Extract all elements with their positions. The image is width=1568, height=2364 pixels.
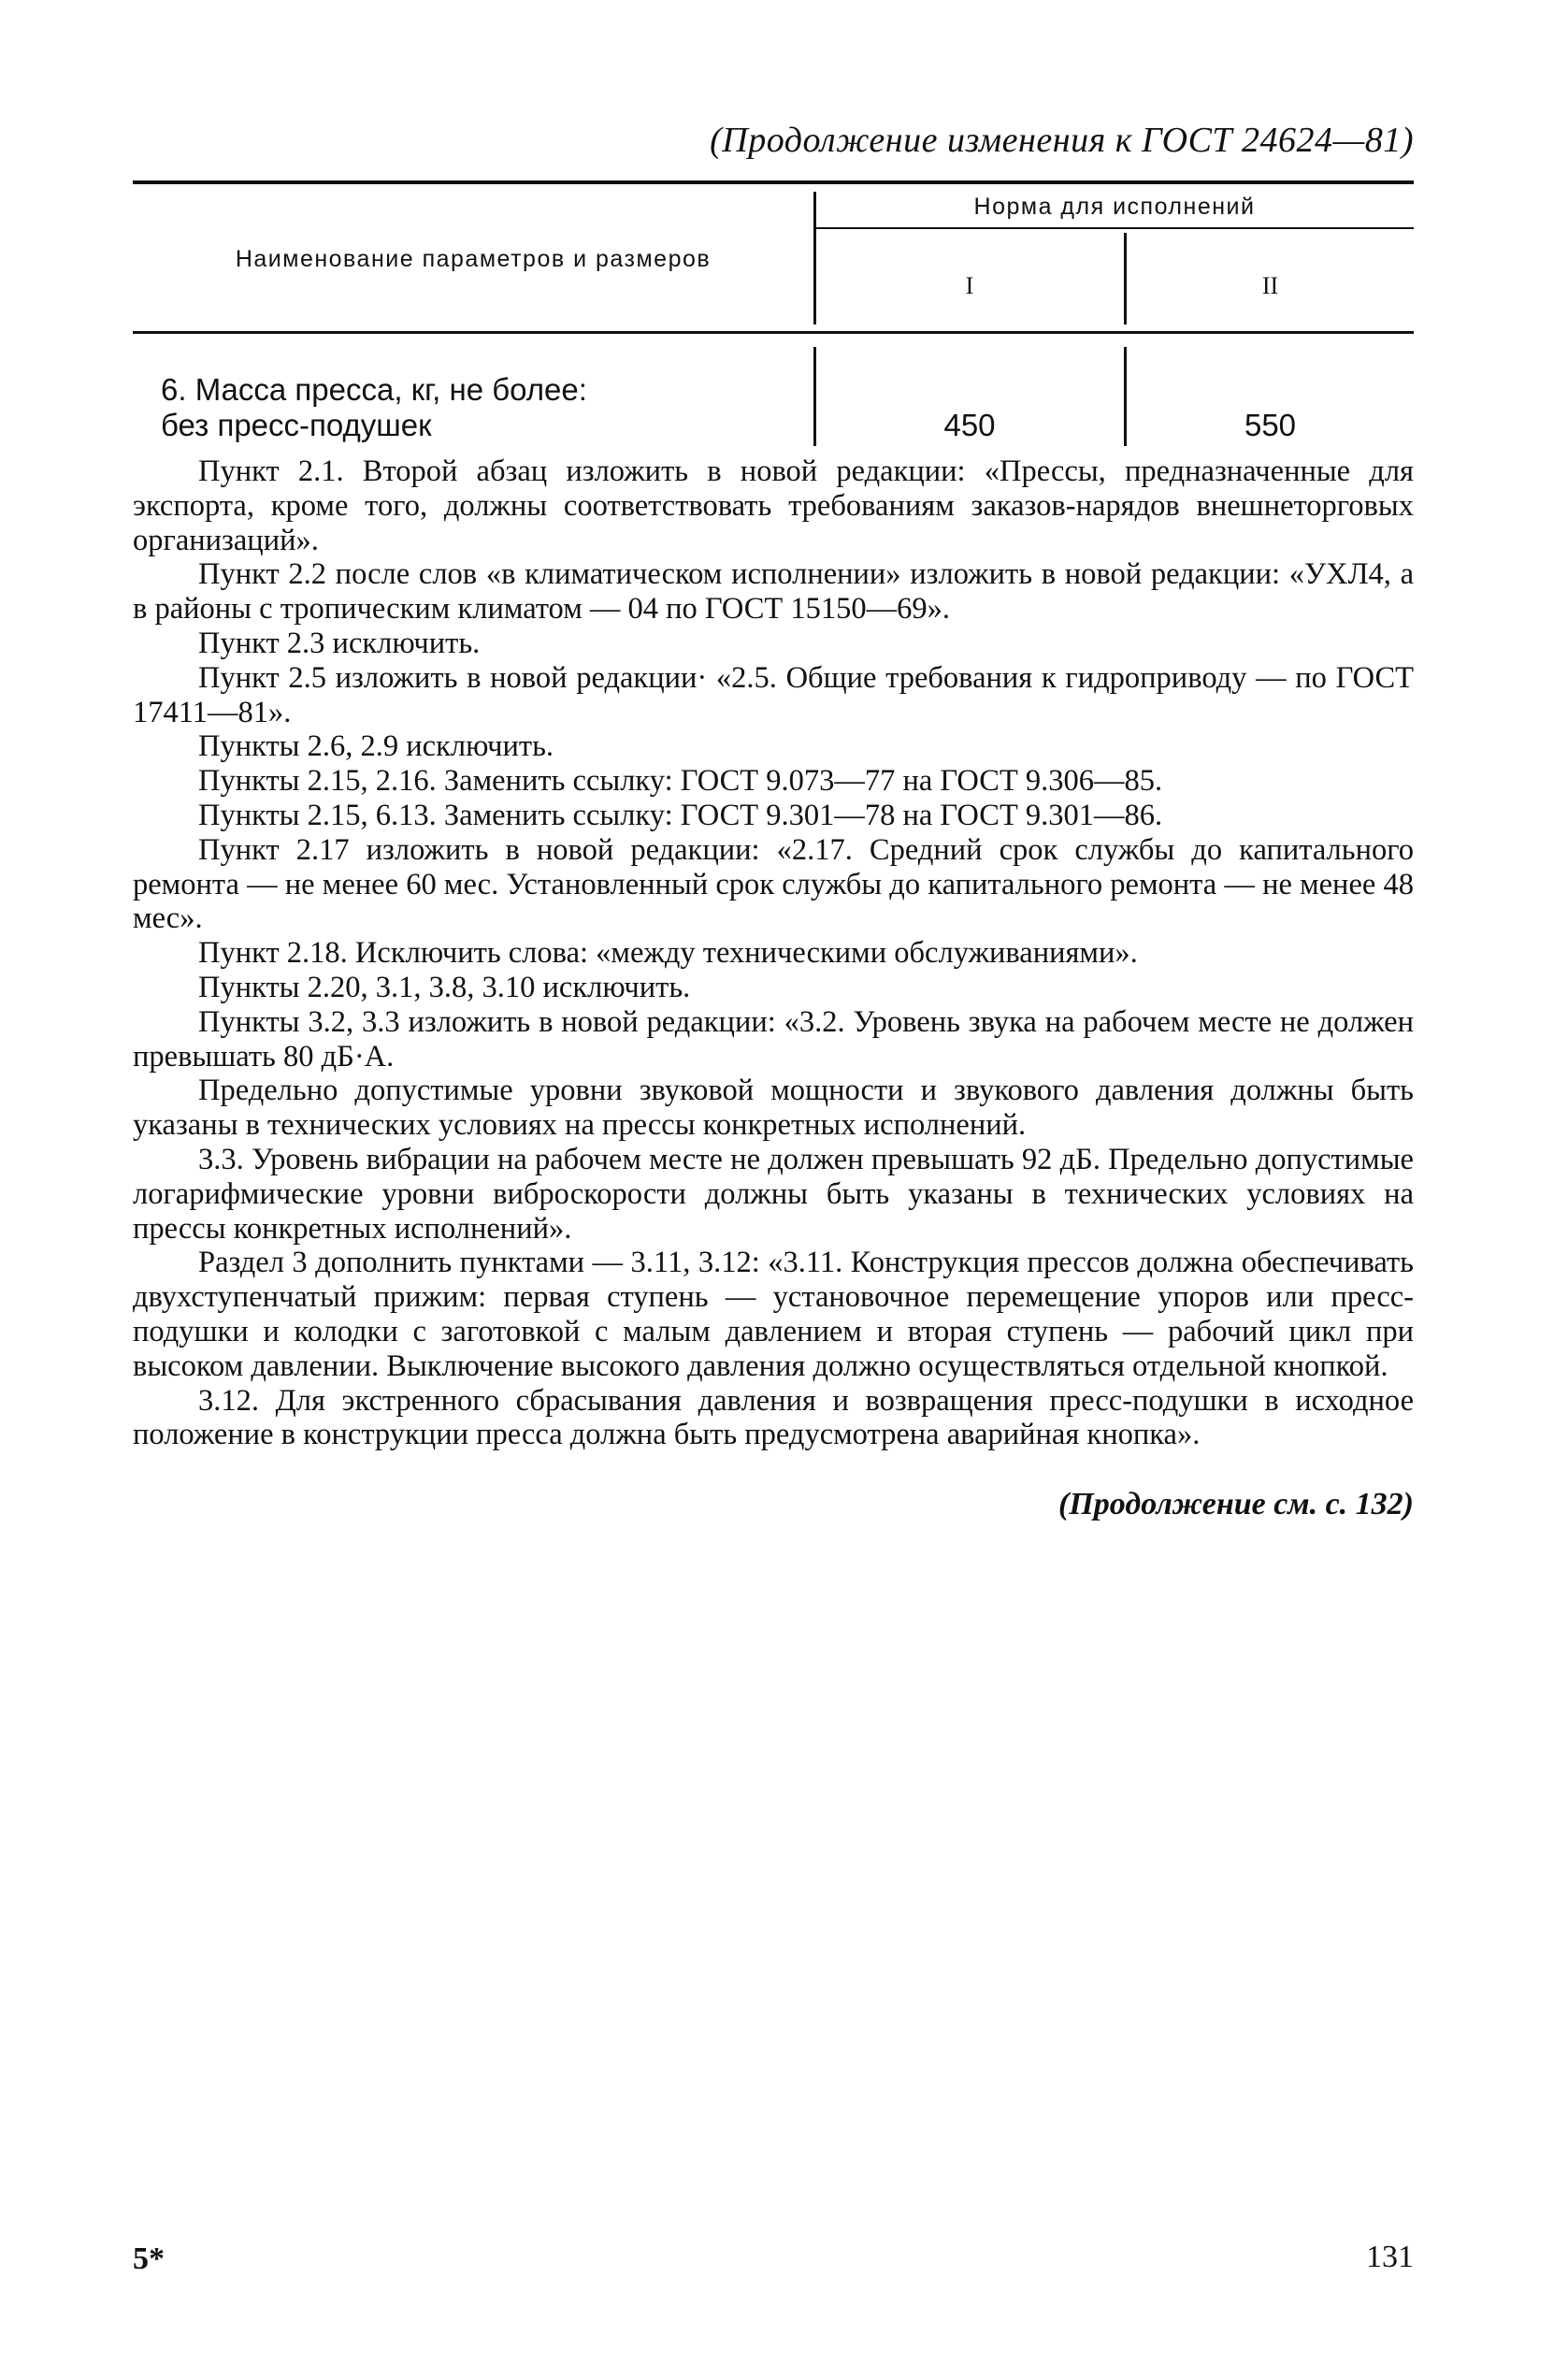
row-value-i: 450 [943,408,996,442]
paragraph: Пункты 2.15, 2.16. Заменить ссылку: ГОСТ 9.073—77 на ГОСТ 9.306—85. [198,764,1163,799]
signature-mark: 5* [133,2241,165,2276]
norm-column-header: Норма для исполнений [973,194,1256,220]
row-label-line2: без пресс-подушек [161,408,432,442]
table-header-rule [133,331,1414,334]
paragraph: Пункт 2.18. Исключить слова: «между техническими обслуживаниями». [198,936,1138,971]
paragraph: 3.12. Для экстренного сбрасывания давления и возвращения пресс-подушки в исходное положение в конструкции пресса должна быть предусмотрена аварийная кнопка». [133,1383,1414,1452]
row-value-ii: 550 [1244,408,1297,442]
paragraph: Пункты 2.20, 3.1, 3.8, 3.10 исключить. [198,970,691,1004]
header-continuation-note: (Продолжение изменения к ГОСТ 24624—81) [710,121,1414,160]
paragraph: Пункт 2.17 изложить в новой редакции: «2.17. Средний срок службы до капитального ремонта — не менее 60 мес. Установленный срок службы до капитального ремонта — не менее 48 мес». [133,832,1414,936]
column-header-i: I [965,272,974,299]
paragraph: Пункты 3.2, 3.3 изложить в новой редакции: «3.2. Уровень звука на рабочем месте не должен превышать 80 дБ·А. [133,1004,1414,1074]
table-subheader-rule [815,227,1414,229]
page-number: 131 [1366,2240,1414,2274]
paragraph: Пункт 2.1. Второй абзац изложить в новой редакции: «Прессы, предназначенные для экспорта, кроме того, должны соответствовать требованиям заказов-нарядов внешнеторговых организаций». [133,454,1414,557]
paragraph: Предельно допустимые уровни звуковой мощности и звукового давления должны быть указаны в технических условиях на прессы конкретных исполнений. [133,1074,1414,1143]
paragraph: 3.3. Уровень вибрации на рабочем месте не должен превышать 92 дБ. Предельно допустимые логарифмические уровни виброскорости должны быть указаны в технических условиях на прессы конкретных исполнений». [133,1142,1414,1246]
param-column-header: Наименование параметров и размеров [235,246,712,272]
paragraph: Пункт 2.5 изложить в новой редакции· «2.5. Общие требования к гидроприводу — по ГОСТ 17411—81». [133,660,1414,729]
paragraph: Пункты 2.15, 6.13. Заменить ссылку: ГОСТ 9.301—78 на ГОСТ 9.301—86. [198,798,1163,832]
row-label-line1: 6. Масса пресса, кг, не более: [161,372,587,407]
table-top-rule [133,180,1414,184]
column-header-ii: II [1261,272,1279,299]
paragraph: Пункты 2.6, 2.9 исключить. [198,729,554,764]
table-row-label [161,372,587,443]
paragraph: Пункт 2.3 исключить. [198,626,481,660]
paragraph: Раздел 3 дополнить пунктами — 3.11, 3.12: «3.11. Конструкция прессов должна обеспечивать двухступенчатый прижим: первая ступень — установочное перемещение упоров или пресс-подушки и колодки с заготовкой с малым давлением и вторая ступень — рабочий цикл при высоком давлении. Выключение высокого давления должно осуществляться отдельной кнопкой. [133,1246,1414,1383]
paragraph: Пункт 2.2 после слов «в климатическом исполнении» изложить в новой редакции: «УХЛ4, а в районы с тропическим климатом — 04 по ГОСТ 15150—69». [133,557,1414,627]
footer-continuation-note: (Продолжение см. с. 132) [1058,1487,1414,1521]
amendment-text [133,454,1414,1452]
